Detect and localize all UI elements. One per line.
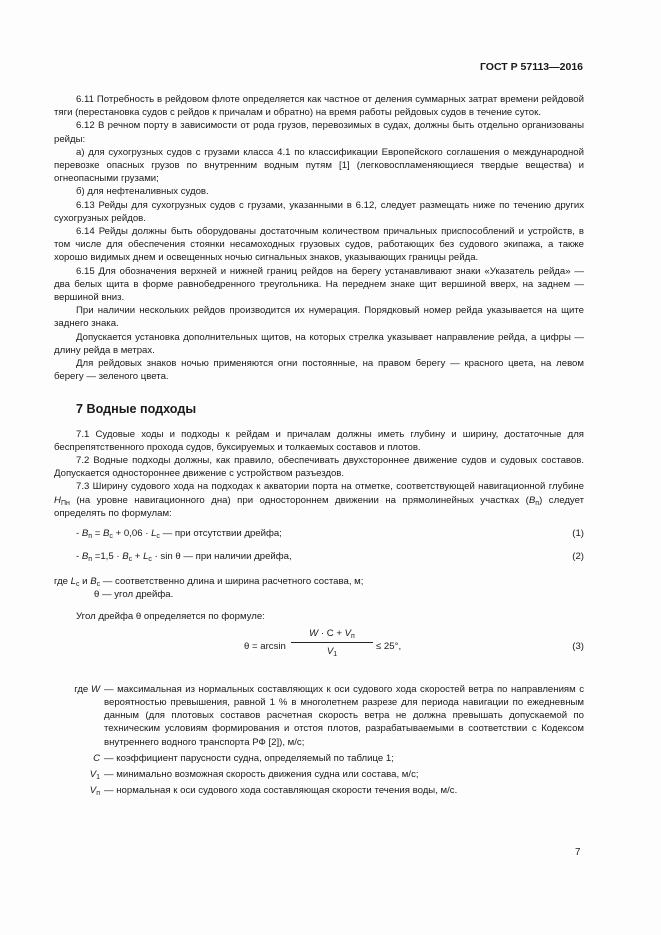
paragraph-6-15-numbering: При наличии нескольких рейдов производится их нумерация. Порядковый номер рейда указывается на щите заднего знака. xyxy=(54,305,584,330)
definition-w: где W — максимальная из нормальных составляющих к оси судового хода скоростей ветра по направлениям с вероятностью превышения, равной 1 % в многолетнем разрезе для периода навигации по ежедневным данным (для плотовых составов расчетная скорость ветра не должна превышать допускаемой по техническим условиям формирования и отстоя плотов, разрабатываемыми в соответствии с Кодексом внутреннего водного транспорта РФ [2]), м/с; xyxy=(74,683,584,748)
drift-angle-intro: Угол дрейфа θ определяется по формуле: xyxy=(76,610,265,622)
paragraph-6-11: 6.11 Потребность в рейдовом флоте определяется как частное от деления суммарных затрат времени рейдовой тяги (перестановка судов с рейдов к причалам и обратно) на время работы рейдовых судов в течение суток. xyxy=(54,94,584,119)
formula-1 xyxy=(54,524,584,544)
paragraph-7-1: 7.1 Судовые ходы и подходы к рейдам и причалам должны иметь глубину и ширину, достаточные для беспрепятственного прохода судов, буксируемых и толкаемых составов и плотов. xyxy=(54,428,584,453)
formula-2-number: (2) xyxy=(572,551,584,563)
formula-3 xyxy=(54,627,584,671)
where-lc-bc: где $L_с$ и $B_с$ — соответственно длина и ширина расчетного состава, м; xyxy=(54,576,364,589)
formula-3-left: θ = arcsin xyxy=(244,640,286,652)
document-code: ГОСТ Р 57113—2016 xyxy=(479,61,583,73)
definition-v1: $V_1$ — минимально возможная скорость движения судна или состава, м/с; xyxy=(89,768,419,781)
formula-1-expression: - $B_п = B_с + 0,06 \cdot L_с$ — при отсутствии дрейфа; xyxy=(76,528,282,541)
page-number: 7 xyxy=(575,847,581,858)
paragraph-6-15-lights: Для рейдовых знаков ночью применяются огни постоянные, на правом берегу — красного цвета, на левом берегу — зеленого цвета. xyxy=(54,358,584,383)
paragraph-7-3: 7.3 Ширину судового хода на подходах к акватории порта на отметке, соответствующей навигационной глубине $H_{Пн}$ (на уровне навигационного дна) при одностороннем движении на прямолинейных участках $(B_п)$ следует определять по формулам: xyxy=(54,481,585,519)
paragraph-6-12-a: а) для сухогрузных судов с грузами класса 4.1 по классификации Европейского соглашения о международной перевозке опасных грузов по внутренним водным путям [1] (легковоспламеняющиеся твердые вещества) и огнеопасными грузами; xyxy=(54,146,584,185)
formula-2-expression: - $B_п =1,5 \cdot B_с + L_с \cdot \sin \theta$ — при наличии дрейфа, xyxy=(76,551,292,564)
paragraph-6-15: 6.15 Для обозначения верхней и нижней границ рейдов на берегу устанавливают знаки «Указатель рейда» — два белых щита в форме равнобедренного треугольника. На переднем знаке щит вершиной вверх, на заднем — вершиной вниз. xyxy=(54,265,584,304)
formula-2-where xyxy=(54,575,584,601)
paragraph-6-13: 6.13 Рейды для сухогрузных судов с грузами, указанными в 6.12, следует размещать ниже по течению других сухогрузных рейдов. xyxy=(54,199,584,224)
paragraph-6-14: 6.14 Рейды должны быть оборудованы достаточным количеством причальных приспособлений и устройств, в том числе для обеспечения стоянки несамоходных грузовых судов, работающих без судового экипажа, а также хорошо видимых днем и освещенных ночью сигнальных знаков, указывающих границы рейда. xyxy=(54,226,584,264)
formula-3-fraction xyxy=(291,627,373,658)
formula-3-definitions xyxy=(54,683,584,798)
paragraph-7-2: 7.2 Водные подходы должны, как правило, обеспечивать двухстороннее движение судов и судовых составов. Допускается одностороннее движение с устройством разъездов. xyxy=(54,455,584,480)
definition-vn: $V_п$ — нормальная к оси судового хода составляющая скорости течения воды, м/с. xyxy=(89,785,458,798)
paragraph-6-12-b: б) для нефтеналивных судов. xyxy=(76,186,209,198)
where-theta: θ — угол дрейфа. xyxy=(94,589,174,601)
document-body xyxy=(54,93,584,797)
formula-3-number: (3) xyxy=(572,640,584,652)
formula-3-denominator: $V_1$ xyxy=(326,645,338,658)
formula-3-numerator: $W \cdot C + V_п$ xyxy=(291,627,373,643)
definition-c: C — коэффициент парусности судна, определяемый по таблице 1; xyxy=(93,752,394,764)
formula-2 xyxy=(54,547,584,567)
paragraph-6-15-additional: Допускается установка дополнительных щитов, на которых стрелка указывает направление рейда, а цифры — длину рейда в метрах. xyxy=(54,331,584,356)
formula-3-right: ≤ 25°, xyxy=(376,640,402,652)
section-7-heading: 7 Водные подходы xyxy=(76,402,197,417)
formula-1-number: (1) xyxy=(572,528,584,540)
paragraph-6-12: 6.12 В речном порту в зависимости от рода грузов, перевозимых в судах, должны быть отдельно организованы рейды: xyxy=(54,120,584,145)
